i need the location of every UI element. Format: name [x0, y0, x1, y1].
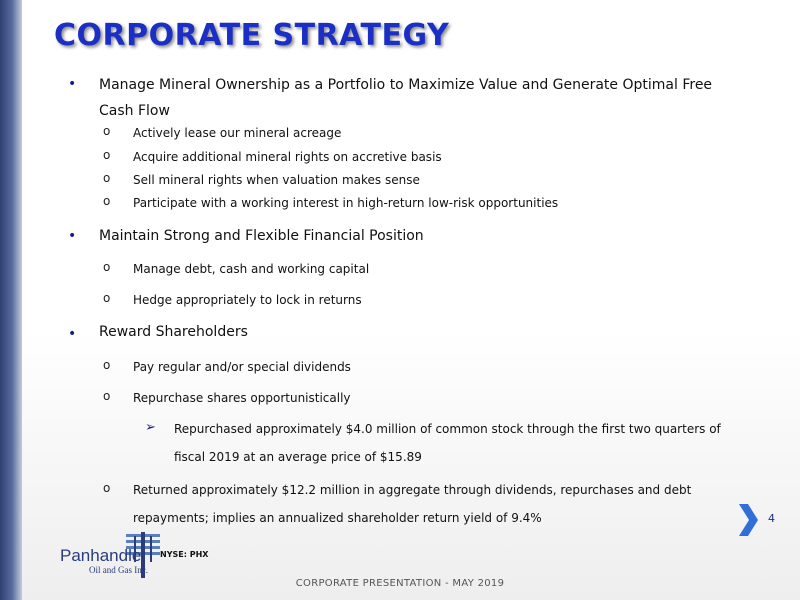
sub-bullet-working-interest: Participate with a working interest in high-return low-risk opportunities: [133, 196, 559, 210]
sub-bullet-marker: o: [103, 481, 111, 495]
sub-bullet-repurchase: Repurchase shares opportunistically: [133, 391, 351, 405]
sub-bullet-returned-capital: Returned approximately $12.2 million in aggregate through dividends, repurchases and debt repayments; implies an annualized shareholder return yield of 9.4%: [133, 483, 692, 525]
bullet-marker: •: [68, 76, 77, 92]
bullet-marker: •: [68, 326, 77, 342]
stock-ticker: NYSE: PHX: [160, 550, 209, 559]
left-accent-bar: [0, 0, 22, 600]
slide-title: CORPORATE STRATEGY: [54, 18, 450, 53]
sub-bullet-marker: o: [103, 171, 111, 185]
sub-bullet-marker: o: [103, 148, 111, 162]
sub-bullet-marker: o: [103, 194, 111, 208]
sub-bullet-marker: o: [103, 358, 111, 372]
bullet-mineral-portfolio: Manage Mineral Ownership as a Portfolio to Maximize Value and Generate Optimal Free Cash Flow: [99, 77, 713, 119]
bullet-financial-position: Maintain Strong and Flexible Financial Position: [99, 228, 424, 244]
sub-bullet-marker: o: [103, 291, 111, 305]
bullet-marker: •: [68, 228, 77, 244]
page-number: 4: [768, 512, 775, 525]
sub-bullet-manage-debt: Manage debt, cash and working capital: [133, 262, 370, 276]
arrow-bullet-marker: ➢: [145, 420, 156, 435]
sub-bullet-acquire-rights: Acquire additional mineral rights on accretive basis: [133, 150, 442, 164]
sub-bullet-marker: o: [103, 124, 111, 138]
detail-repurchased-shares: Repurchased approximately $4.0 million of common stock through the first two quarters of fiscal 2019 at an average price of $15.89: [174, 422, 721, 464]
next-chevron-icon: [736, 502, 760, 538]
sub-bullet-hedge: Hedge appropriately to lock in returns: [133, 293, 362, 307]
bullet-reward-shareholders: Reward Shareholders: [99, 324, 248, 340]
sub-bullet-marker: o: [103, 389, 111, 403]
logo-wordmark: Panhandle: [60, 546, 142, 565]
sub-bullet-sell-rights: Sell mineral rights when valuation makes sense: [133, 173, 420, 187]
slide-footer: CORPORATE PRESENTATION - MAY 2019: [295, 578, 505, 589]
sub-bullet-marker: o: [103, 260, 111, 274]
logo-subtitle: Oil and Gas Inc.: [89, 565, 148, 575]
sub-bullet-dividends: Pay regular and/or special dividends: [133, 360, 351, 374]
sub-bullet-lease-acreage: Actively lease our mineral acreage: [133, 126, 342, 140]
